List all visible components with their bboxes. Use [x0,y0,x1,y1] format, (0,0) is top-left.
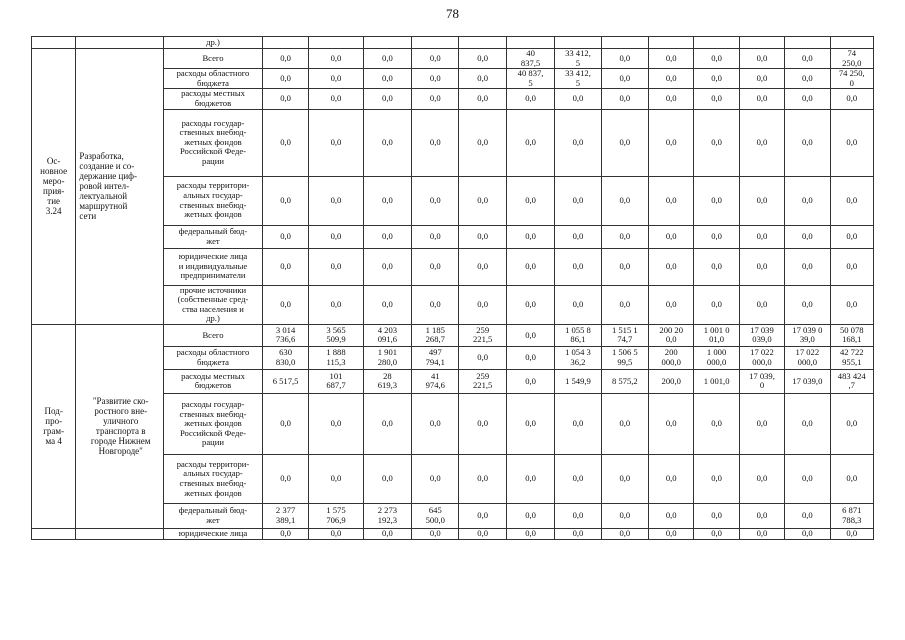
value-cell: 0,0 [309,393,363,454]
value-cell: 1 901 280,0 [363,346,411,369]
value-cell: 0,0 [649,176,694,225]
value-cell: 1 185 268,7 [412,324,459,346]
value-cell: 0,0 [412,225,459,248]
value-cell: 0,0 [694,393,739,454]
empty-cell [32,37,76,49]
value-cell: 0,0 [649,89,694,109]
value-cell: 0,0 [555,248,601,285]
value-cell: 0,0 [830,109,873,176]
value-cell: 33 412, 5 [555,69,601,89]
value-cell: 0,0 [262,49,308,69]
source-cell: др.) [164,37,263,49]
empty-cell [830,37,873,49]
value-cell: 0,0 [555,176,601,225]
value-cell: 0,0 [309,69,363,89]
value-cell: 0,0 [694,89,739,109]
value-cell: 1 549,9 [555,369,601,393]
value-cell: 0,0 [506,369,554,393]
source-cell: расходы государ- ственных внебюд- жетных фондов Российской Феде- рации [164,109,263,176]
value-cell: 2 273 192,3 [363,503,411,528]
empty-cell [506,37,554,49]
value-cell: 0,0 [830,89,873,109]
value-cell: 0,0 [459,503,506,528]
value-cell: 0,0 [601,176,648,225]
value-cell: 0,0 [309,109,363,176]
empty-cell [32,528,76,539]
value-cell: 6 871 788,3 [830,503,873,528]
value-cell: 17 039, 0 [739,369,784,393]
value-cell: 0,0 [262,225,308,248]
value-cell: 1 000 000,0 [694,346,739,369]
value-cell: 0,0 [830,454,873,503]
empty-cell [739,37,784,49]
value-cell: 0,0 [363,109,411,176]
value-cell: 0,0 [506,346,554,369]
value-cell: 0,0 [694,109,739,176]
value-cell: 0,0 [785,89,830,109]
value-cell: 0,0 [739,69,784,89]
value-cell: 0,0 [649,49,694,69]
value-cell: 0,0 [649,69,694,89]
value-cell: 0,0 [785,176,830,225]
value-cell: 41 974,6 [412,369,459,393]
value-cell: 0,0 [459,393,506,454]
value-cell: 17 022 000,0 [739,346,784,369]
value-cell: 17 039,0 [785,369,830,393]
value-cell: 0,0 [830,393,873,454]
empty-cell [694,37,739,49]
value-cell: 1 888 115,3 [309,346,363,369]
value-cell: 0,0 [601,503,648,528]
value-cell: 0,0 [649,528,694,539]
value-cell: 0,0 [459,89,506,109]
source-cell: расходы местных бюджетов [164,89,263,109]
source-cell: юридические лица и индивидуальные предприниматели [164,248,263,285]
value-cell: 0,0 [459,346,506,369]
source-cell: расходы территори- альных государ- ственных внебюд- жетных фондов [164,176,263,225]
value-cell: 0,0 [694,176,739,225]
value-cell: 0,0 [649,454,694,503]
value-cell: 0,0 [262,285,308,324]
value-cell: 0,0 [785,225,830,248]
value-cell: 6 517,5 [262,369,308,393]
value-cell: 0,0 [785,109,830,176]
empty-cell [555,37,601,49]
value-cell: 0,0 [694,503,739,528]
value-cell: 0,0 [649,109,694,176]
value-cell: 3 014 736,6 [262,324,308,346]
value-cell: 0,0 [694,454,739,503]
value-cell: 17 039 039,0 [739,324,784,346]
value-cell: 0,0 [506,393,554,454]
empty-cell [76,528,164,539]
empty-cell [309,37,363,49]
value-cell: 17 039 0 39,0 [785,324,830,346]
source-cell: Всего [164,324,263,346]
value-cell: 0,0 [739,225,784,248]
value-cell: 0,0 [363,248,411,285]
value-cell: 0,0 [601,454,648,503]
value-cell: 0,0 [649,248,694,285]
value-cell: 0,0 [506,89,554,109]
value-cell: 0,0 [694,49,739,69]
value-cell: 0,0 [601,285,648,324]
source-cell: Всего [164,49,263,69]
value-cell: 0,0 [601,393,648,454]
budget-table [31,36,874,540]
empty-cell [459,37,506,49]
table-row [32,49,874,69]
value-cell: 0,0 [363,69,411,89]
value-cell: 0,0 [601,89,648,109]
value-cell: 8 575,2 [601,369,648,393]
value-cell: 0,0 [363,393,411,454]
value-cell: 1 054 3 36,2 [555,346,601,369]
value-cell: 0,0 [601,69,648,89]
value-cell: 0,0 [363,454,411,503]
value-cell: 0,0 [459,225,506,248]
value-cell: 0,0 [555,393,601,454]
page-number: 78 [446,6,459,21]
value-cell: 0,0 [262,89,308,109]
value-cell: 0,0 [506,248,554,285]
value-cell: 259 221,5 [459,324,506,346]
value-cell: 3 565 509,9 [309,324,363,346]
value-cell: 0,0 [785,248,830,285]
value-cell: 200 20 0,0 [649,324,694,346]
source-cell: прочие источники (собственные сред- ства населения и др.) [164,285,263,324]
value-cell: 33 412, 5 [555,49,601,69]
value-cell: 0,0 [412,49,459,69]
value-cell: 0,0 [785,528,830,539]
value-cell: 1 515 1 74,7 [601,324,648,346]
value-cell: 74 250, 0 [830,69,873,89]
value-cell: 0,0 [649,285,694,324]
value-cell: 0,0 [785,49,830,69]
value-cell: 259 221,5 [459,369,506,393]
value-cell: 0,0 [555,285,601,324]
source-cell: расходы областного бюджета [164,69,263,89]
value-cell: 1 001 0 01,0 [694,324,739,346]
program-code-cell: Под- про- грам- ма 4 [32,324,76,528]
value-cell: 28 619,3 [363,369,411,393]
value-cell: 0,0 [459,248,506,285]
value-cell: 0,0 [601,49,648,69]
value-cell: 0,0 [309,225,363,248]
value-cell: 0,0 [412,528,459,539]
value-cell: 630 830,0 [262,346,308,369]
source-cell: юридические лица [164,528,263,539]
value-cell: 1 055 8 86,1 [555,324,601,346]
value-cell: 0,0 [412,393,459,454]
value-cell: 0,0 [309,89,363,109]
value-cell: 17 022 000,0 [785,346,830,369]
value-cell: 0,0 [506,285,554,324]
value-cell: 0,0 [739,176,784,225]
value-cell: 0,0 [601,248,648,285]
value-cell: 0,0 [262,393,308,454]
value-cell: 0,0 [739,248,784,285]
value-cell: 0,0 [739,285,784,324]
value-cell: 0,0 [412,454,459,503]
value-cell: 0,0 [262,176,308,225]
value-cell: 0,0 [506,454,554,503]
value-cell: 0,0 [309,176,363,225]
value-cell: 0,0 [694,285,739,324]
value-cell: 0,0 [830,248,873,285]
value-cell: 0,0 [459,49,506,69]
value-cell: 0,0 [506,503,554,528]
value-cell: 0,0 [601,528,648,539]
value-cell: 101 687,7 [309,369,363,393]
value-cell: 0,0 [506,528,554,539]
empty-cell [412,37,459,49]
value-cell: 0,0 [412,69,459,89]
value-cell: 0,0 [555,225,601,248]
value-cell: 0,0 [262,248,308,285]
value-cell: 2 377 389,1 [262,503,308,528]
value-cell: 0,0 [830,225,873,248]
value-cell: 0,0 [830,176,873,225]
value-cell: 0,0 [363,176,411,225]
value-cell: 0,0 [459,285,506,324]
program-name-cell: Разработка, создание и со- держание циф- ровой интел- лектуальной маршрутной сети [76,49,164,325]
value-cell: 0,0 [459,109,506,176]
value-cell: 0,0 [309,454,363,503]
source-cell: расходы областного бюджета [164,346,263,369]
value-cell: 0,0 [309,285,363,324]
value-cell: 0,0 [785,454,830,503]
value-cell: 0,0 [649,503,694,528]
value-cell: 4 203 091,6 [363,324,411,346]
value-cell: 1 575 706,9 [309,503,363,528]
value-cell: 0,0 [555,528,601,539]
empty-cell [363,37,411,49]
table-row [32,528,874,539]
value-cell: 74 250,0 [830,49,873,69]
value-cell: 0,0 [739,393,784,454]
value-cell: 42 722 955,1 [830,346,873,369]
value-cell: 40 837, 5 [506,69,554,89]
table-row [32,37,874,49]
source-cell: расходы государ- ственных внебюд- жетных фондов Российской Феде- рации [164,393,263,454]
value-cell: 0,0 [412,89,459,109]
value-cell: 645 500,0 [412,503,459,528]
value-cell: 0,0 [309,528,363,539]
value-cell: 0,0 [262,454,308,503]
value-cell: 0,0 [785,393,830,454]
value-cell: 0,0 [739,528,784,539]
value-cell: 0,0 [694,225,739,248]
value-cell: 0,0 [694,248,739,285]
value-cell: 0,0 [785,285,830,324]
source-cell: федеральный бюд- жет [164,225,263,248]
value-cell: 0,0 [601,225,648,248]
value-cell: 0,0 [363,49,411,69]
value-cell: 0,0 [785,69,830,89]
value-cell: 0,0 [555,503,601,528]
program-name-cell: "Развитие ско- ростного вне- уличного транспорта в городе Нижнем Новгороде" [76,324,164,528]
value-cell: 0,0 [459,454,506,503]
empty-cell [785,37,830,49]
value-cell: 497 794,1 [412,346,459,369]
value-cell: 1 001,0 [694,369,739,393]
value-cell: 0,0 [363,89,411,109]
empty-cell [601,37,648,49]
empty-cell [76,37,164,49]
value-cell: 0,0 [506,225,554,248]
program-code-cell: Ос- новное меро- прия- тие 3.24 [32,49,76,325]
source-cell: федеральный бюд- жет [164,503,263,528]
value-cell: 0,0 [262,109,308,176]
value-cell: 0,0 [459,69,506,89]
value-cell: 0,0 [309,248,363,285]
empty-cell [262,37,308,49]
value-cell: 0,0 [309,49,363,69]
value-cell: 0,0 [262,528,308,539]
value-cell: 0,0 [694,69,739,89]
value-cell: 1 506 5 99,5 [601,346,648,369]
value-cell: 40 837,5 [506,49,554,69]
value-cell: 0,0 [412,248,459,285]
value-cell: 0,0 [412,285,459,324]
value-cell: 0,0 [694,528,739,539]
value-cell: 0,0 [363,225,411,248]
value-cell: 0,0 [739,454,784,503]
value-cell: 0,0 [506,176,554,225]
value-cell: 0,0 [412,109,459,176]
value-cell: 0,0 [785,503,830,528]
value-cell: 0,0 [739,109,784,176]
value-cell: 0,0 [555,109,601,176]
value-cell: 0,0 [459,528,506,539]
value-cell: 0,0 [506,109,554,176]
value-cell: 0,0 [262,69,308,89]
value-cell: 0,0 [739,49,784,69]
source-cell: расходы территори- альных государ- ственных внебюд- жетных фондов [164,454,263,503]
value-cell: 0,0 [649,393,694,454]
value-cell: 483 424 ,7 [830,369,873,393]
value-cell: 50 078 168,1 [830,324,873,346]
value-cell: 0,0 [830,285,873,324]
value-cell: 200,0 [649,369,694,393]
value-cell: 0,0 [555,89,601,109]
value-cell: 0,0 [601,109,648,176]
value-cell: 0,0 [459,176,506,225]
value-cell: 0,0 [830,528,873,539]
value-cell: 0,0 [649,225,694,248]
source-cell: расходы местных бюджетов [164,369,263,393]
value-cell: 0,0 [363,285,411,324]
value-cell: 0,0 [739,89,784,109]
value-cell: 0,0 [506,324,554,346]
empty-cell [649,37,694,49]
value-cell: 200 000,0 [649,346,694,369]
value-cell: 0,0 [555,454,601,503]
table-row [32,324,874,346]
value-cell: 0,0 [412,176,459,225]
value-cell: 0,0 [739,503,784,528]
value-cell: 0,0 [363,528,411,539]
